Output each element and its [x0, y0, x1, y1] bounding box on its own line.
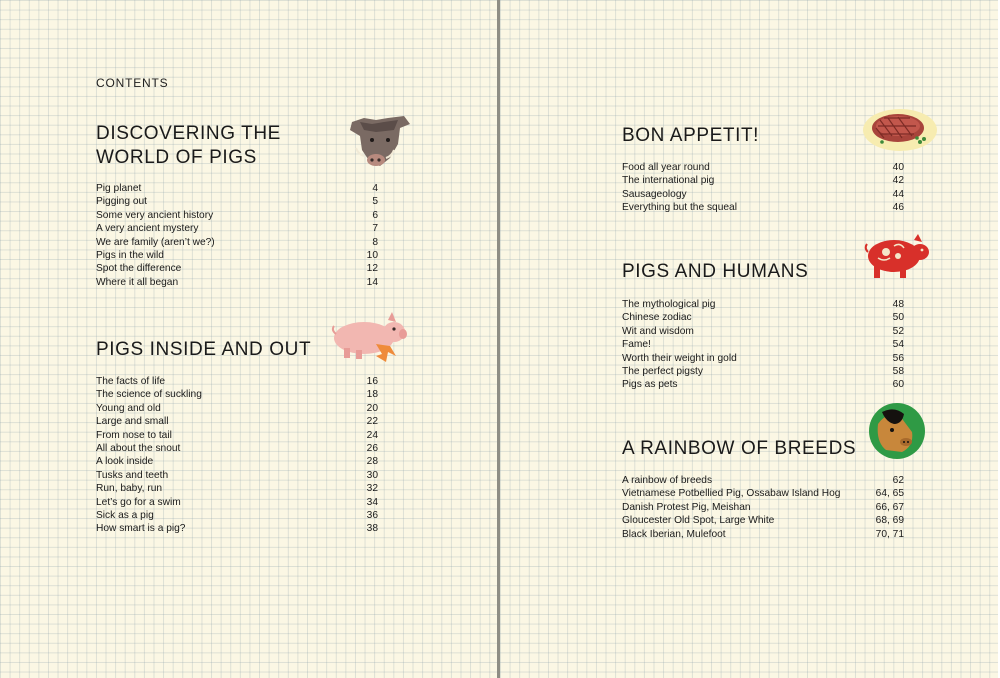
toc-entry-title: Where it all began [96, 276, 179, 288]
right-page [500, 0, 998, 678]
toc-entry-page: 6 [372, 209, 378, 221]
toc-entry[interactable] [622, 474, 904, 487]
toc-entry-title: Tusks and teeth [96, 469, 169, 481]
toc-entry[interactable] [622, 487, 904, 500]
toc-entry-title: Everything but the squeal [622, 202, 737, 214]
toc-entry-page: 68, 69 [875, 515, 904, 527]
toc-entry-page: 32 [366, 483, 378, 495]
toc-entry[interactable] [622, 311, 904, 324]
toc-entry-page: 20 [366, 402, 378, 414]
contents-heading: CONTENTS [96, 76, 169, 90]
section-title-line: A RAINBOW OF BREEDS [622, 438, 857, 459]
toc-entry-page: 40 [892, 162, 904, 173]
section-title-line: PIGS INSIDE AND OUT [96, 339, 312, 360]
toc-entry-page: 16 [366, 376, 378, 387]
toc-entry-page: 46 [892, 202, 904, 214]
toc-entry-title: Vietnamese Potbellied Pig, Ossabaw Island Hog [622, 488, 841, 500]
section-title-line: BON APPETIT! [622, 125, 760, 146]
toc-entry-page: 58 [892, 366, 904, 378]
toc-entry-title: Large and small [96, 416, 169, 428]
toc-entry-page: 66, 67 [875, 501, 904, 513]
toc-entry[interactable] [622, 501, 904, 514]
toc-entry-page: 7 [372, 223, 378, 235]
toc-entry-page: 60 [892, 379, 904, 391]
toc-entry-page: 30 [366, 469, 378, 481]
toc-entry-page: 26 [366, 443, 378, 455]
section-title-line: WORLD OF PIGS [96, 147, 257, 168]
toc-entry[interactable] [96, 509, 378, 522]
toc-entry-page: 4 [372, 183, 378, 194]
toc-entry-page: 28 [366, 456, 378, 468]
toc-entry-title: The international pig [622, 175, 715, 187]
toc-entry[interactable] [622, 174, 904, 187]
toc-entry-title: Let’s go for a swim [96, 496, 181, 508]
toc-entry[interactable] [96, 482, 378, 495]
toc-entry[interactable] [622, 338, 904, 351]
toc-entry[interactable] [622, 188, 904, 201]
toc-entry[interactable] [96, 222, 378, 235]
section-title-pigs-humans [622, 260, 808, 284]
toc-entry-page: 70, 71 [875, 528, 904, 540]
toc-entry[interactable] [96, 388, 378, 401]
toc-entry-title: Pigs as pets [622, 379, 678, 391]
toc-entry[interactable] [96, 455, 378, 468]
toc-entry-title: The perfect pigsty [622, 366, 703, 378]
toc-entry-title: Sick as a pig [96, 510, 154, 522]
toc-entry[interactable] [96, 209, 378, 222]
toc-entry-title: Pigging out [96, 196, 147, 208]
toc-entry-title: From nose to tail [96, 429, 172, 441]
toc-entry-page: 24 [366, 429, 378, 441]
toc-entry-page: 62 [892, 475, 904, 486]
toc-entry-title: Wit and wisdom [622, 325, 694, 337]
section-title-rainbow-breeds [622, 437, 856, 461]
toc-entry[interactable] [96, 522, 378, 535]
section-title-line: PIGS AND HUMANS [622, 261, 809, 282]
toc-entry-page: 48 [892, 299, 904, 310]
toc-entry-title: A rainbow of breeds [622, 475, 713, 486]
toc-entry[interactable] [96, 402, 378, 415]
toc-entry-title: Spot the difference [96, 263, 182, 275]
toc-entry-title: Sausageology [622, 188, 687, 200]
toc-entry-page: 44 [892, 188, 904, 200]
toc-entry-title: Chinese zodiac [622, 312, 692, 324]
toc-list-discovering [96, 182, 378, 289]
toc-list-inside-out [96, 375, 378, 536]
toc-entry-title: The science of suckling [96, 389, 202, 401]
toc-entry-title: Pig planet [96, 183, 142, 194]
toc-entry[interactable] [96, 236, 378, 249]
toc-entry-page: 5 [372, 196, 378, 208]
toc-entry-page: 50 [892, 312, 904, 324]
toc-entry-title: A very ancient mystery [96, 223, 199, 235]
toc-entry[interactable] [96, 442, 378, 455]
toc-entry-page: 14 [366, 276, 378, 288]
toc-entry-page: 56 [892, 352, 904, 364]
toc-entry[interactable] [96, 262, 378, 275]
toc-entry-title: Fame! [622, 339, 651, 351]
toc-entry-title: Food all year round [622, 162, 710, 173]
red-paper-cut-pig-icon [864, 232, 930, 282]
toc-entry-page: 64, 65 [875, 488, 904, 500]
toc-entry-title: The mythological pig [622, 299, 716, 310]
toc-entry-page: 36 [366, 510, 378, 522]
toc-entry[interactable] [96, 375, 378, 388]
toc-entry[interactable] [96, 182, 378, 195]
toc-entry-title: How smart is a pig? [96, 523, 186, 535]
toc-list-bon-appetit [622, 161, 904, 215]
toc-entry[interactable] [622, 528, 904, 541]
toc-entry[interactable] [96, 429, 378, 442]
toc-entry[interactable] [622, 365, 904, 378]
toc-entry-title: Young and old [96, 402, 161, 414]
breed-pig-portrait-icon [868, 402, 926, 460]
toc-entry-page: 52 [892, 325, 904, 337]
toc-entry[interactable] [96, 415, 378, 428]
toc-entry[interactable] [96, 469, 378, 482]
toc-entry-page: 22 [366, 416, 378, 428]
toc-entry-page: 12 [366, 263, 378, 275]
toc-entry[interactable] [622, 161, 904, 174]
toc-entry[interactable] [622, 201, 904, 214]
toc-entry[interactable] [622, 325, 904, 338]
boar-head-icon [346, 110, 412, 168]
toc-list-pigs-humans [622, 298, 904, 392]
toc-entry-title: All about the snout [96, 443, 181, 455]
pink-pig-icon [330, 310, 408, 366]
toc-entry-title: Worth their weight in gold [622, 352, 737, 364]
roast-ham-icon [862, 108, 938, 152]
section-title-discovering [96, 122, 281, 170]
toc-entry-title: Black Iberian, Mulefoot [622, 528, 726, 540]
toc-entry-page: 42 [892, 175, 904, 187]
toc-entry-title: We are family (aren’t we?) [96, 236, 215, 248]
toc-entry[interactable] [622, 514, 904, 527]
toc-entry-page: 10 [366, 250, 378, 262]
section-title-line: DISCOVERING THE [96, 123, 281, 144]
toc-entry-page: 54 [892, 339, 904, 351]
toc-entry-page: 18 [366, 389, 378, 401]
section-title-inside-out [96, 338, 311, 362]
toc-entry[interactable] [622, 352, 904, 365]
toc-entry-title: Some very ancient history [96, 209, 214, 221]
toc-entry[interactable] [96, 195, 378, 208]
toc-entry[interactable] [96, 496, 378, 509]
toc-entry-title: Run, baby, run [96, 483, 163, 495]
toc-entry[interactable] [96, 276, 378, 289]
toc-entry[interactable] [622, 378, 904, 391]
toc-entry[interactable] [622, 298, 904, 311]
toc-entry-title: Gloucester Old Spot, Large White [622, 515, 775, 527]
toc-entry[interactable] [96, 249, 378, 262]
toc-entry-title: Pigs in the wild [96, 250, 164, 262]
toc-entry-title: Danish Protest Pig, Meishan [622, 501, 751, 513]
section-title-bon-appetit [622, 124, 759, 148]
left-page [0, 0, 498, 678]
toc-entry-page: 34 [366, 496, 378, 508]
toc-entry-title: A look inside [96, 456, 154, 468]
toc-entry-page: 8 [372, 236, 378, 248]
toc-list-rainbow-breeds [622, 474, 904, 541]
toc-entry-title: The facts of life [96, 376, 166, 387]
toc-entry-page: 38 [366, 523, 378, 535]
